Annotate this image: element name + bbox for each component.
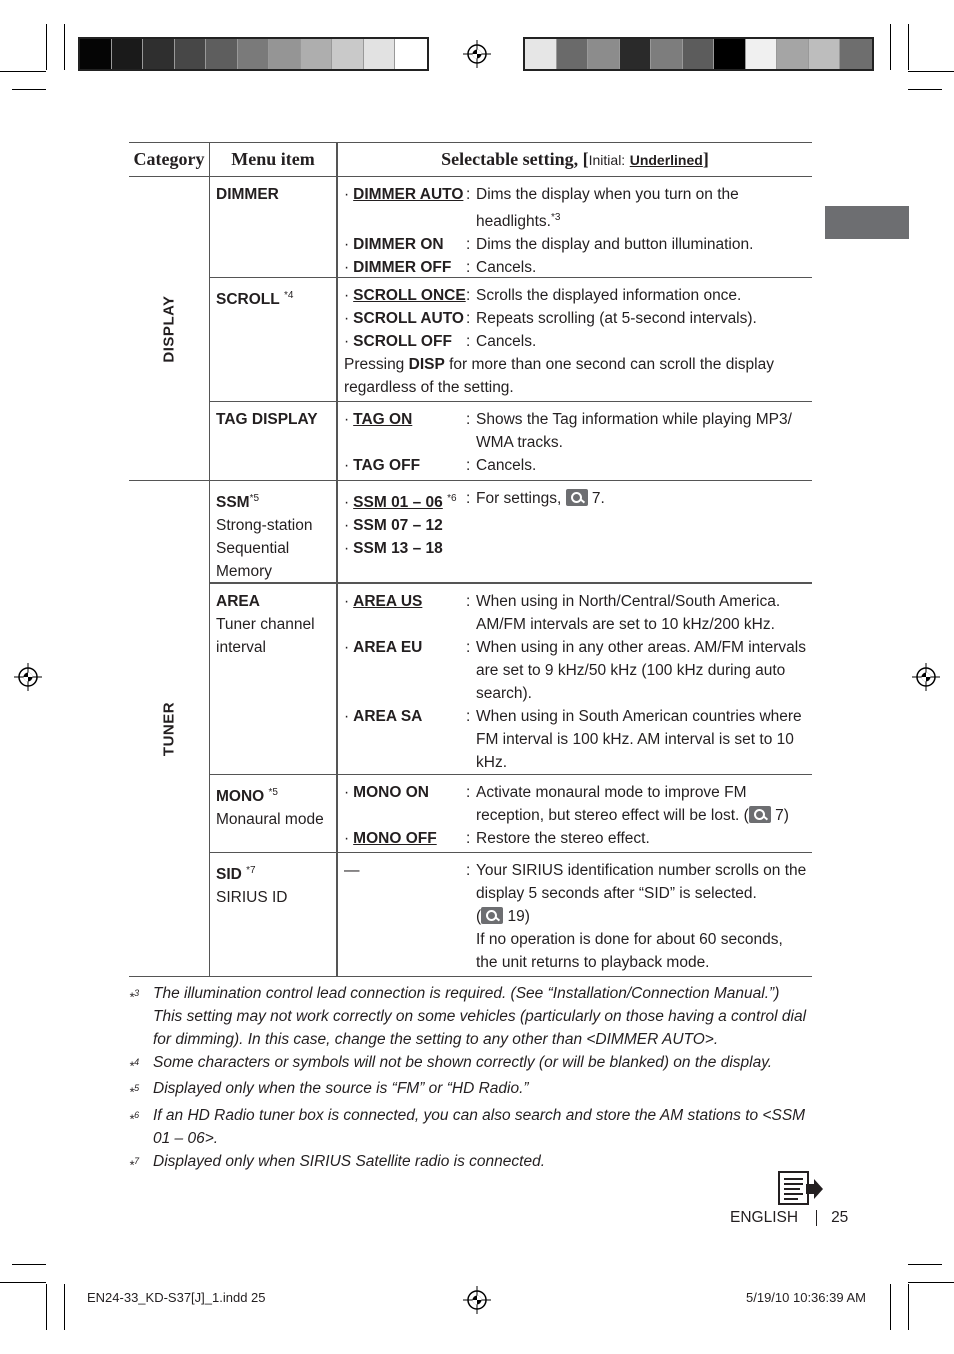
crop-mark [908,1284,909,1330]
disp-key: DISP [408,356,445,373]
menu-item-ssm: SSM [216,494,250,512]
option-desc: Dims the display and button illumination. [476,236,754,254]
option-desc: Cancels. [476,333,537,350]
color-swatch [777,39,809,69]
color-swatch [809,39,841,69]
option-dimmer-auto: DIMMER AUTO [353,186,464,203]
option-mono-off: MONO OFF [353,830,437,847]
crop-mark [0,71,46,72]
color-swatch [714,39,746,69]
registration-mark-icon [912,663,940,691]
header-category: Category [129,143,210,176]
color-swatch [206,39,238,69]
color-bar-left [78,37,429,71]
footnote-text: Displayed only when the source is “FM” or “HD Radio.” [153,1080,529,1098]
option-desc: When using in any other areas. AM/FM intervals are set to 9 kHz/50 kHz (100 kHz during auto search). [476,639,806,702]
page-ref: 7) [775,807,789,824]
crop-mark [908,1264,942,1265]
option-desc: Repeats scrolling (at 5-second intervals). [476,310,757,327]
header-selectable-label: Selectable setting, [441,149,579,169]
option-tag-off: TAG OFF [353,457,421,474]
color-swatch [683,39,715,69]
option-desc: If no operation is done for about 60 seconds, the unit returns to playback mode. [476,931,783,971]
footnotes [129,982,812,1176]
option-area-us: AREA US [353,593,423,610]
option-desc: When using in North/Central/South America. AM/FM intervals are set to 10 kHz/200 kHz. [476,593,781,633]
crop-mark [890,24,891,70]
color-swatch [525,39,557,69]
color-swatch [175,39,207,69]
header-underlined: Underlined [629,151,703,168]
note-text: for more than one second can scroll the display regardless of the setting. [344,356,774,396]
page-ref: 19) [507,908,530,925]
crop-mark [908,1282,954,1283]
color-swatch [840,39,872,69]
footnote-ref: *7 [246,865,256,876]
category-tuner: TUNER [160,701,178,756]
option-scroll-once: SCROLL ONCE [353,287,466,304]
option-desc: Dims the display when you turn on the headlights. [476,186,739,231]
option-dimmer-on: DIMMER ON [353,236,444,254]
option-dimmer-off: DIMMER OFF [353,259,452,277]
table-header [129,142,812,177]
footnote-ref: *4 [284,290,294,301]
header-initial-label: Initial: [588,151,626,168]
color-swatch [620,39,652,69]
menu-item-scroll: SCROLL [216,291,280,309]
option-desc: Shows the Tag information while playing MP3/ WMA tracks. [476,411,792,451]
footnote [129,1077,812,1103]
menu-item-sid: SID [216,866,242,884]
footnote [129,982,812,1051]
option-none: — [344,862,360,879]
ref-paren: ( [476,908,482,925]
category-display: DISPLAY [160,294,178,363]
option-desc: Cancels. [476,259,537,277]
note-text: Pressing [344,356,405,373]
page-footer [730,1209,848,1227]
crop-mark [908,71,954,72]
menu-item-area: AREA [216,593,260,610]
crop-mark [908,89,942,90]
option-area-sa: AREA SA [353,708,423,725]
slug-date: 5/19/10 10:36:39 AM [746,1290,866,1305]
table-row: TAG DISPLAY · TAG ON : Shows the Tag information while playing MP3/ WMA tracks. · TAG OFF : Cancels. [210,402,812,480]
menu-item-dimmer: DIMMER [216,186,279,203]
footnote-text: Displayed only when SIRIUS Satellite radio is connected. [153,1152,546,1170]
option-ssm-07-12: SSM 07 – 12 [353,517,443,535]
footnote-ref: *5 [268,787,278,798]
color-swatch [301,39,333,69]
page-language: ENGLISH [730,1209,799,1226]
footnote [129,1104,812,1150]
color-swatch [112,39,144,69]
footnote-text: If an HD Radio tuner box is connected, you can also search and store the AM stations to <SSM 01 – 06>. [153,1106,806,1147]
color-swatch [746,39,778,69]
color-bar-right [523,37,874,71]
footnote-text: The illumination control lead connection is required. (See “Installation/Connection Manual.”) This setting may not work correctly on some vehicles (particularly on those having a control dial for dimming). In this case, change the setting to any other than <DIMMER AUTO>. [153,985,807,1048]
footnote-mark: *$^4$ [129,1057,140,1074]
option-desc: When using in South American countries where FM interval is 100 kHz. AM interval is set to 10 kHz. [476,708,802,771]
registration-mark-icon [463,1286,491,1314]
registration-mark-icon [463,40,491,68]
footnote-mark: *$^7$ [129,1155,140,1172]
section-tab [825,206,909,239]
option-desc: Your SIRIUS identification number scrolls on the display 5 seconds after “SID” is selected. [476,862,807,902]
option-ssm-13-18: SSM 13 – 18 [353,540,443,558]
menu-item-sub: Tuner channel interval [216,616,315,656]
footnote-ref: *3 [550,212,561,223]
scroll-note [344,353,808,399]
option-desc: Activate monaural mode to improve FM reception, but stereo effect will be lost. ( [476,784,749,824]
table-row: MONO $^{*5}$ Monaural mode · MONO ON : Activate monaural mode to improve FM reception, but stereo effect will be lost. ( 7) · MONO OFF : Restore the stereo effect. [210,775,812,853]
tuner-group [129,481,812,977]
option-scroll-off: SCROLL OFF [353,333,452,350]
table-row: SCROLL $^{*4}$ · SCROLL ONCE : Scrolls the displayed information once. · SCROLL AUTO : Repeats scrolling (at 5-second intervals). · SCROLL OFF : Cancels. Pressing DISP for more than one second can scroll the display regardless of the setting. [210,278,812,402]
settings-table [129,142,812,977]
magnifier-icon [566,489,588,506]
option-tag-on: TAG ON [353,411,413,428]
crop-mark [890,1284,891,1330]
category-cell [129,177,210,480]
menu-item-sub: Monaural mode [216,811,324,829]
menu-item-mono: MONO [216,788,265,806]
color-swatch [651,39,683,69]
document-continue-icon [776,1170,824,1208]
option-area-eu: AREA EU [353,639,423,656]
crop-mark [64,24,65,70]
table-row: SID $^{*7}$ SIRIUS ID — : Your SIRIUS identification number scrolls on the display 5 seconds after “SID” is selected. ( 19) If no operation is done for about 60 seconds, the unit returns to playback mode. [210,853,812,976]
divider [816,1210,817,1226]
display-group [129,177,812,481]
option-desc: For settings, [476,490,562,507]
footnote-ref: *6 [447,493,457,504]
menu-item-tag-display: TAG DISPLAY [216,411,318,428]
color-swatch [143,39,175,69]
crop-mark [46,1284,47,1330]
menu-item-sub: Strong-station Sequential Memory [216,517,313,581]
color-swatch [557,39,589,69]
magnifier-icon [749,806,771,823]
crop-mark [0,1282,46,1283]
crop-mark [12,89,46,90]
slug-file: EN24-33_KD-S37[J]_1.indd 25 [87,1290,266,1305]
crop-mark [64,1284,65,1330]
crop-mark [12,1264,46,1265]
table-row: DIMMER · DIMMER AUTO : Dims the display when you turn on the headlights.$^{*3}$ · DIMMER ON : Dims the display and button illumination. · DIMMER OFF : Cancels. [210,177,812,278]
page-number: 25 [831,1209,849,1226]
table-row: SSM$^{*5}$ Strong-station Sequential Memory · SSM 01 – 06 $^{*6}$ : For settings, 7. · SSM 07 – 12 · SSM 13 – 18 [210,481,812,583]
option-mono-on: MONO ON [353,784,429,801]
crop-mark [908,24,909,70]
crop-mark [46,24,47,70]
color-swatch [588,39,620,69]
footnote-ref: *5 [249,493,260,504]
footnote [129,1051,812,1077]
table-row: AREA Tuner channel interval · AREA US : When using in North/Central/South America. AM/FM intervals are set to 10 kHz/200 kHz. · AREA EU : When using in any other areas. AM/FM intervals are set to 9 kHz/50 kHz (100 kHz during auto search). · AREA SA : When using in South American countries where FM interval is 100 kHz. AM interval is set to 10 kHz. [210,583,812,775]
footnote-text: Some characters or symbols will not be shown correctly (or will be blanked) on the display. [153,1054,773,1071]
color-swatch [238,39,270,69]
option-ssm-01-06: SSM 01 – 06 [353,494,443,512]
footnote-mark: *$^5$ [129,1083,140,1100]
footnote [129,1150,812,1176]
header-selectable-setting: Selectable setting, [ Initial: Underlined ] [441,149,709,169]
option-desc: Restore the stereo effect. [476,830,650,847]
option-desc: Cancels. [476,457,537,474]
category-cell [129,481,210,976]
footnote-mark: *$^6$ [129,1109,140,1126]
footnote-mark: *$^3$ [129,988,140,1005]
page-ref: 7. [591,490,605,507]
option-desc: Scrolls the displayed information once. [476,287,742,304]
registration-mark-icon [14,663,42,691]
menu-item-sub: SIRIUS ID [216,889,288,907]
color-swatch [395,39,427,69]
color-swatch [364,39,396,69]
color-swatch [269,39,301,69]
header-menu-item: Menu item [210,143,338,176]
option-scroll-auto: SCROLL AUTO [353,310,464,327]
color-swatch [80,39,112,69]
magnifier-icon [481,907,503,924]
color-swatch [332,39,364,69]
